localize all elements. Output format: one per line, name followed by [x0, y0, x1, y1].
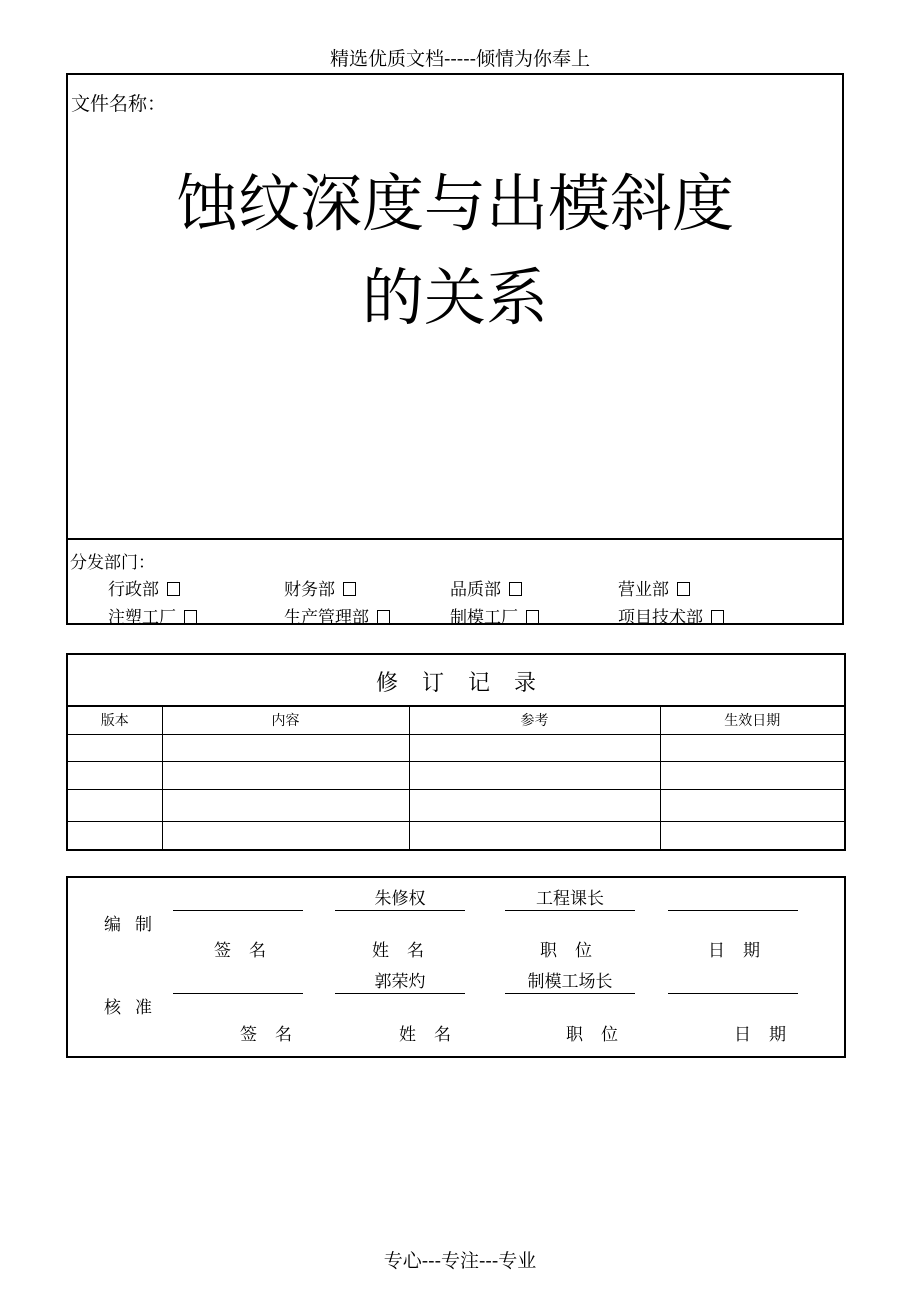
table-cell[interactable]: [660, 761, 844, 789]
table-row: [68, 789, 844, 821]
table-cell[interactable]: [68, 734, 162, 761]
divider: [68, 538, 842, 540]
table-cell[interactable]: [660, 734, 844, 761]
table-cell[interactable]: [162, 789, 409, 821]
department-item[interactable]: 项目技术部: [618, 603, 724, 628]
column-header: 生效日期: [660, 706, 844, 734]
table-header-row: [68, 706, 844, 734]
department-item[interactable]: 行政部: [108, 575, 180, 600]
title-line-1: 蚀纹深度与出模斜度: [175, 167, 734, 240]
table-row: [68, 761, 844, 789]
document-title: [68, 157, 842, 345]
revision-record: [66, 653, 846, 851]
position-label: 职位: [566, 1025, 636, 1045]
table-cell[interactable]: [162, 821, 409, 850]
column-header: 内容: [162, 706, 409, 734]
department-item[interactable]: 制模工厂: [450, 603, 539, 628]
table-cell[interactable]: [68, 789, 162, 821]
date-label: 日期: [734, 1025, 804, 1045]
table-cell[interactable]: [409, 734, 660, 761]
cover-section: [66, 73, 844, 628]
table-row: [68, 734, 844, 761]
name-field[interactable]: 郭荣灼: [335, 971, 465, 994]
revision-title: 修订记录: [375, 671, 560, 696]
table-cell[interactable]: [162, 734, 409, 761]
signature-label: 签名: [214, 941, 284, 961]
page-footer: 专心---专注---专业: [383, 1250, 537, 1272]
title-line-2: 的关系: [361, 261, 548, 334]
position-label: 职位: [540, 941, 610, 961]
checkbox[interactable]: [509, 582, 522, 596]
department-item[interactable]: 财务部: [284, 575, 356, 600]
department-item[interactable]: 注塑工厂: [108, 603, 197, 628]
signature-field[interactable]: [173, 888, 303, 911]
table-cell[interactable]: [162, 761, 409, 789]
position-field[interactable]: 工程课长: [505, 888, 635, 911]
table-cell[interactable]: [409, 761, 660, 789]
file-name-label: 文件名称：: [71, 93, 167, 115]
name-field[interactable]: 朱修权: [335, 888, 465, 911]
checkbox[interactable]: [711, 610, 724, 624]
table-cell[interactable]: [660, 821, 844, 850]
position-field[interactable]: 制模工场长: [505, 971, 635, 994]
department-item[interactable]: 营业部: [618, 575, 690, 600]
date-field[interactable]: [668, 888, 798, 911]
column-header: 参考: [409, 706, 660, 734]
checkbox[interactable]: [377, 610, 390, 624]
page-header: 精选优质文档-----倾情为你奉上: [329, 48, 591, 70]
distribution-label: 分发部门：: [70, 553, 155, 573]
signature-label: 签名: [240, 1025, 310, 1045]
table-cell[interactable]: [409, 789, 660, 821]
approved-by-label: 核准: [104, 998, 166, 1018]
table-cell[interactable]: [660, 789, 844, 821]
table-row: [68, 821, 844, 850]
checkbox[interactable]: [677, 582, 690, 596]
name-label: 姓名: [372, 941, 442, 961]
table-cell[interactable]: [409, 821, 660, 850]
checkbox[interactable]: [343, 582, 356, 596]
checkbox[interactable]: [184, 610, 197, 624]
date-label: 日期: [708, 941, 778, 961]
signature-field[interactable]: [173, 971, 303, 994]
table-cell[interactable]: [68, 761, 162, 789]
date-field[interactable]: [668, 971, 798, 994]
department-item[interactable]: 生产管理部: [284, 603, 390, 628]
column-header: 版本: [68, 706, 162, 734]
checkbox[interactable]: [526, 610, 539, 624]
table-cell[interactable]: [68, 821, 162, 850]
signoff-section: [66, 876, 846, 1058]
revision-table: [68, 705, 844, 850]
prepared-by-label: 编制: [104, 915, 166, 935]
name-label: 姓名: [399, 1025, 469, 1045]
department-item[interactable]: 品质部: [450, 575, 522, 600]
checkbox[interactable]: [167, 582, 180, 596]
